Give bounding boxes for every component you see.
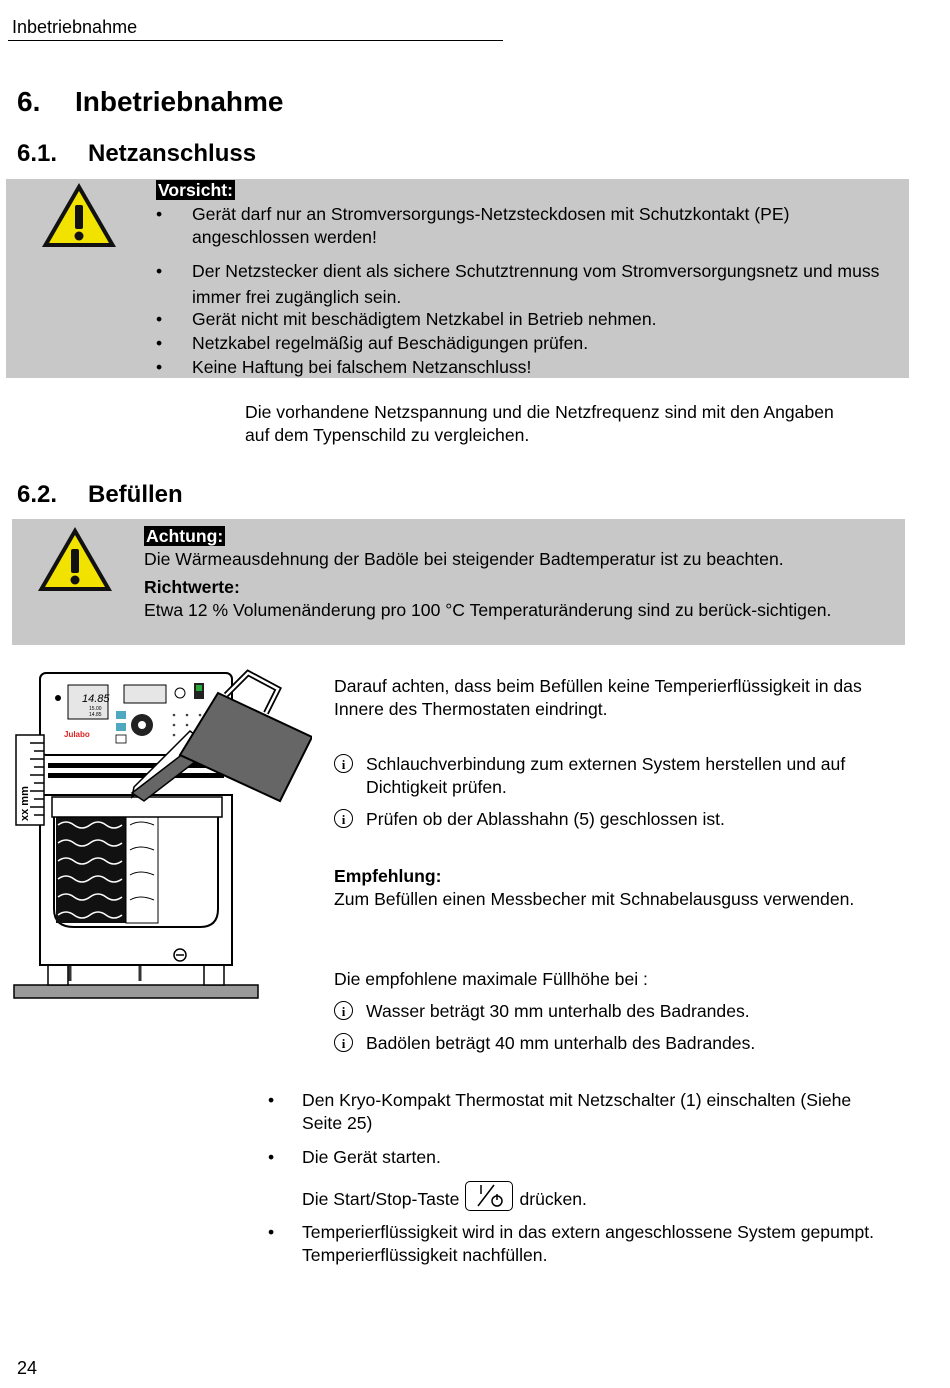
section-number: 6.2.: [17, 481, 58, 508]
fill-level-list: [334, 1000, 914, 1055]
start-stop-text: drücken.: [519, 1189, 587, 1209]
info-icon: i: [334, 1001, 353, 1020]
section-heading-netzanschluss: [17, 140, 256, 168]
list-item: • Keine Haftung bei falschem Netzanschluss!: [156, 357, 532, 377]
start-stop-text: Die Start/Stop-Taste: [302, 1189, 460, 1209]
warning-triangle-icon: [36, 525, 114, 593]
list-item: • Den Kryo-Kompakt Thermostat mit Netzschalter (1) einschalten (Siehe Seite 25): [268, 1090, 852, 1133]
info-item-text: Wasser beträgt 30 mm unterhalb des Badrandes.: [366, 1001, 750, 1021]
info-item-text: Prüfen ob der Ablasshahn (5) geschlossen ist.: [366, 809, 725, 829]
info-item: [334, 1000, 914, 1023]
section-number: 6.1.: [17, 140, 58, 167]
info-item: [334, 753, 914, 799]
recommendation-label: Empfehlung:: [334, 866, 442, 886]
info-item-text: Badölen beträgt 40 mm unterhalb des Badrandes.: [366, 1033, 756, 1053]
caution-item-text: Keine Haftung bei falschem Netzanschluss!: [192, 357, 532, 377]
recommendation-text: Zum Befüllen einen Messbecher mit Schnabelausguss verwenden.: [334, 889, 855, 909]
chapter-number: 6.: [17, 86, 41, 117]
attention-box: [12, 519, 905, 645]
guide-values-text: Etwa 12 % Volumenänderung pro 100 °C Temperaturänderung sind zu berück-sichtigen.: [144, 600, 832, 620]
start-stop-instruction: [302, 1181, 888, 1211]
brand-logo: Julabo: [64, 730, 90, 739]
fill-level-intro: Die empfohlene maximale Füllhöhe bei :: [334, 969, 648, 989]
info-item: [334, 1032, 914, 1055]
steps-list: [268, 1089, 888, 1267]
section-title: Befüllen: [88, 481, 183, 508]
caution-item-text: Netzkabel regelmäßig auf Beschädigungen prüfen.: [192, 333, 589, 353]
caution-list: [156, 203, 886, 379]
step-text: Die Gerät starten.: [302, 1147, 441, 1167]
filling-intro: Darauf achten, dass beim Befüllen keine Temperierflüssigkeit in das Innere des Thermostaten eindringt.: [334, 676, 862, 719]
list-item: • Gerät darf nur an Stromversorgungs-Netzsteckdosen mit Schutzkontakt (PE) angeschlossen werden!: [156, 204, 790, 247]
info-icon: i: [334, 1033, 353, 1052]
display-sub-value-2: 14.85: [89, 712, 102, 718]
header-rule: [8, 40, 503, 41]
display-sub-value-1: 15.00: [89, 706, 102, 712]
warning-triangle-icon: [40, 181, 118, 249]
recommendation: [334, 865, 894, 911]
info-list: [334, 753, 914, 831]
list-item: • Die Gerät starten. Die Start/Stop-Taste drücken.: [268, 1146, 888, 1211]
list-item: • Gerät nicht mit beschädigtem Netzkabel in Betrieb nehmen.: [156, 309, 657, 329]
mains-voltage-note: Die vorhandene Netzspannung und die Netzfrequenz sind mit den Angaben auf dem Typenschild zu vergleichen.: [245, 402, 834, 445]
attention-text: Die Wärmeausdehnung der Badöle bei steigender Badtemperatur ist zu beachten.: [144, 549, 784, 569]
list-item: • Temperierflüssigkeit wird in das extern angeschlossene System gepumpt. Temperierflüssigkeit nachfüllen.: [268, 1221, 888, 1267]
chapter-title: Inbetriebnahme: [75, 86, 284, 117]
section-heading-befuellen: [17, 481, 183, 509]
step-text: Temperierflüssigkeit wird in das extern angeschlossene System gepumpt.: [302, 1222, 875, 1242]
list-item: • Netzkabel regelmäßig auf Beschädigungen prüfen.: [156, 333, 589, 353]
step-text: Den Kryo-Kompakt Thermostat mit Netzschalter (1) einschalten (Siehe Seite 25): [302, 1090, 852, 1133]
info-item: [334, 808, 914, 831]
caution-label-wrap: [156, 179, 235, 202]
caution-item-text: Gerät darf nur an Stromversorgungs-Netzsteckdosen mit Schutzkontakt (PE) angeschlossen werden!: [192, 204, 790, 247]
scale-label: xx mm: [19, 786, 31, 821]
chapter-heading: [17, 86, 283, 118]
caution-item-text: Gerät nicht mit beschädigtem Netzkabel in Betrieb nehmen.: [192, 309, 657, 329]
page-number: 24: [17, 1358, 38, 1378]
start-stop-key-icon: [465, 1181, 513, 1211]
info-item-text: Schlauchverbindung zum externen System herstellen und auf Dichtigkeit prüfen.: [366, 754, 846, 797]
caution-box: [6, 179, 909, 378]
caution-label: Vorsicht:: [158, 180, 233, 200]
refill-text: Temperierflüssigkeit nachfüllen.: [302, 1245, 548, 1265]
display-main-value: 14.85: [82, 693, 110, 705]
list-item: • Der Netzstecker dient als sichere Schutztrennung vom Stromversorgungsnetz und muss immer frei zugänglich sein.: [156, 261, 880, 307]
section-title: Netzanschluss: [88, 140, 257, 167]
attention-content: [144, 525, 894, 622]
attention-label: Achtung:: [146, 526, 224, 546]
info-icon: i: [334, 754, 353, 773]
guide-values-label: Richtwerte:: [144, 577, 240, 597]
thermostat-filling-illustration: [12, 665, 312, 1005]
info-icon: i: [334, 809, 353, 828]
running-header: Inbetriebnahme: [12, 17, 138, 37]
caution-item-text: Der Netzstecker dient als sichere Schutztrennung vom Stromversorgungsnetz und muss immer frei zugänglich sein.: [192, 261, 880, 307]
